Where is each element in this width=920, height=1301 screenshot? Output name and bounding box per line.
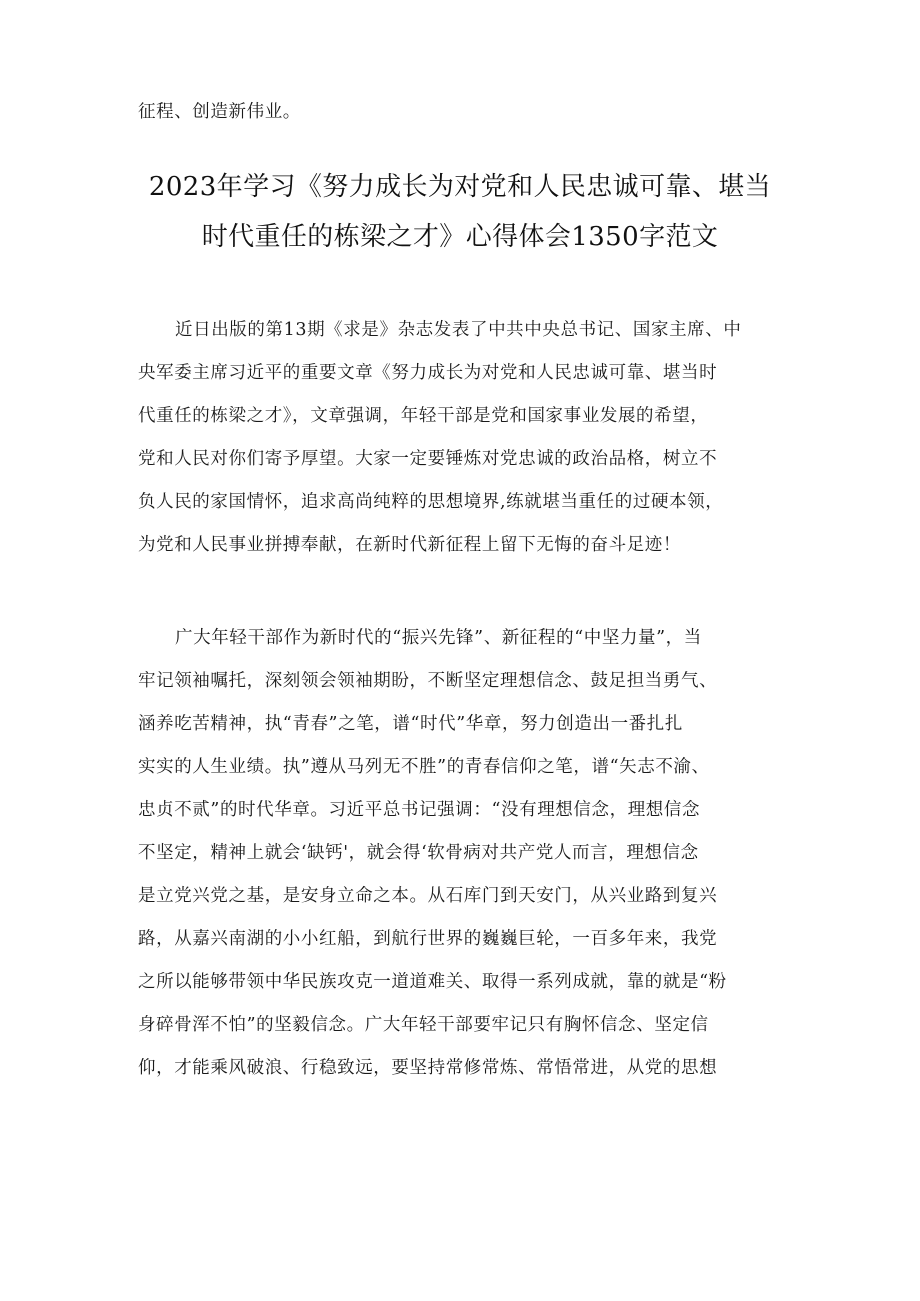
document-title-line-1: 2023年学习《努力成长为对党和人民忠诚可靠、堪当 xyxy=(148,172,772,202)
paragraph-line: 实实的人生业绩。执”遵从马列无不胜”的青春信仰之笔，谱“矢志不渝、 xyxy=(138,757,710,777)
paragraph-line: 之所以能够带领中华民族攻克一道道难关、取得一系列成就，靠的就是“粉 xyxy=(138,972,727,992)
paragraph-line: 党和人民对你们寄予厚望。大家一定要锤炼对党忠诚的政治品格，树立不 xyxy=(138,449,718,469)
paragraph-line: 仰，才能乘风破浪、行稳致远，要坚持常修常炼、常悟常进，从党的思想 xyxy=(138,1058,718,1078)
paragraph-line: 不坚定，精神上就会‘缺钙'，就会得‘软骨病对共产党人而言，理想信念 xyxy=(138,843,699,863)
paragraph-line: 广大年轻干部作为新时代的“振兴先锋”、新征程的“中坚力量”，当 xyxy=(175,628,702,648)
paragraph-line: 身碎骨浑不怕”的坚毅信念。广大年轻干部要牢记只有胸怀信念、坚定信 xyxy=(138,1015,709,1035)
paragraph-line: 负人民的家国情怀，追求高尚纯粹的思想境界,练就堪当重任的过硬本领， xyxy=(138,492,724,512)
document-title-line-2: 时代重任的栋梁之才》心得体会1350字范文 xyxy=(201,222,719,252)
paragraph-line: 代重任的栋梁之才》，文章强调，年轻干部是党和国家事业发展的希望， xyxy=(138,406,709,426)
paragraph-line: 为党和人民事业拼搏奉献，在新时代新征程上留下无悔的奋斗足迹！ xyxy=(138,535,681,555)
paragraph-line: 路，从嘉兴南湖的小小红船，到航行世界的巍巍巨轮，一百多年来，我党 xyxy=(138,929,718,949)
continuation-line: 征程、创造新伟业。 xyxy=(138,102,301,122)
paragraph-line: 牢记领袖嘱托，深刻领会领袖期盼，不断坚定理想信念、鼓足担当勇气、 xyxy=(138,671,718,691)
paragraph-line: 是立党兴党之基，是安身立命之本。从石库门到天安门，从兴业路到复兴 xyxy=(138,886,718,906)
paragraph-line: 忠贞不贰”的时代华章。习近平总书记强调：“没有理想信念，理想信念 xyxy=(138,800,701,820)
paragraph-line: 涵养吃苦精神，执“青春”之笔，谱“时代”华章，努力创造出一番扎扎 xyxy=(138,714,683,734)
paragraph-line: 近日出版的第13期《求是》杂志发表了中共中央总书记、国家主席、中 xyxy=(175,320,742,340)
paragraph-line: 央军委主席习近平的重要文章《努力成长为对党和人民忠诚可靠、堪当时 xyxy=(138,363,718,383)
